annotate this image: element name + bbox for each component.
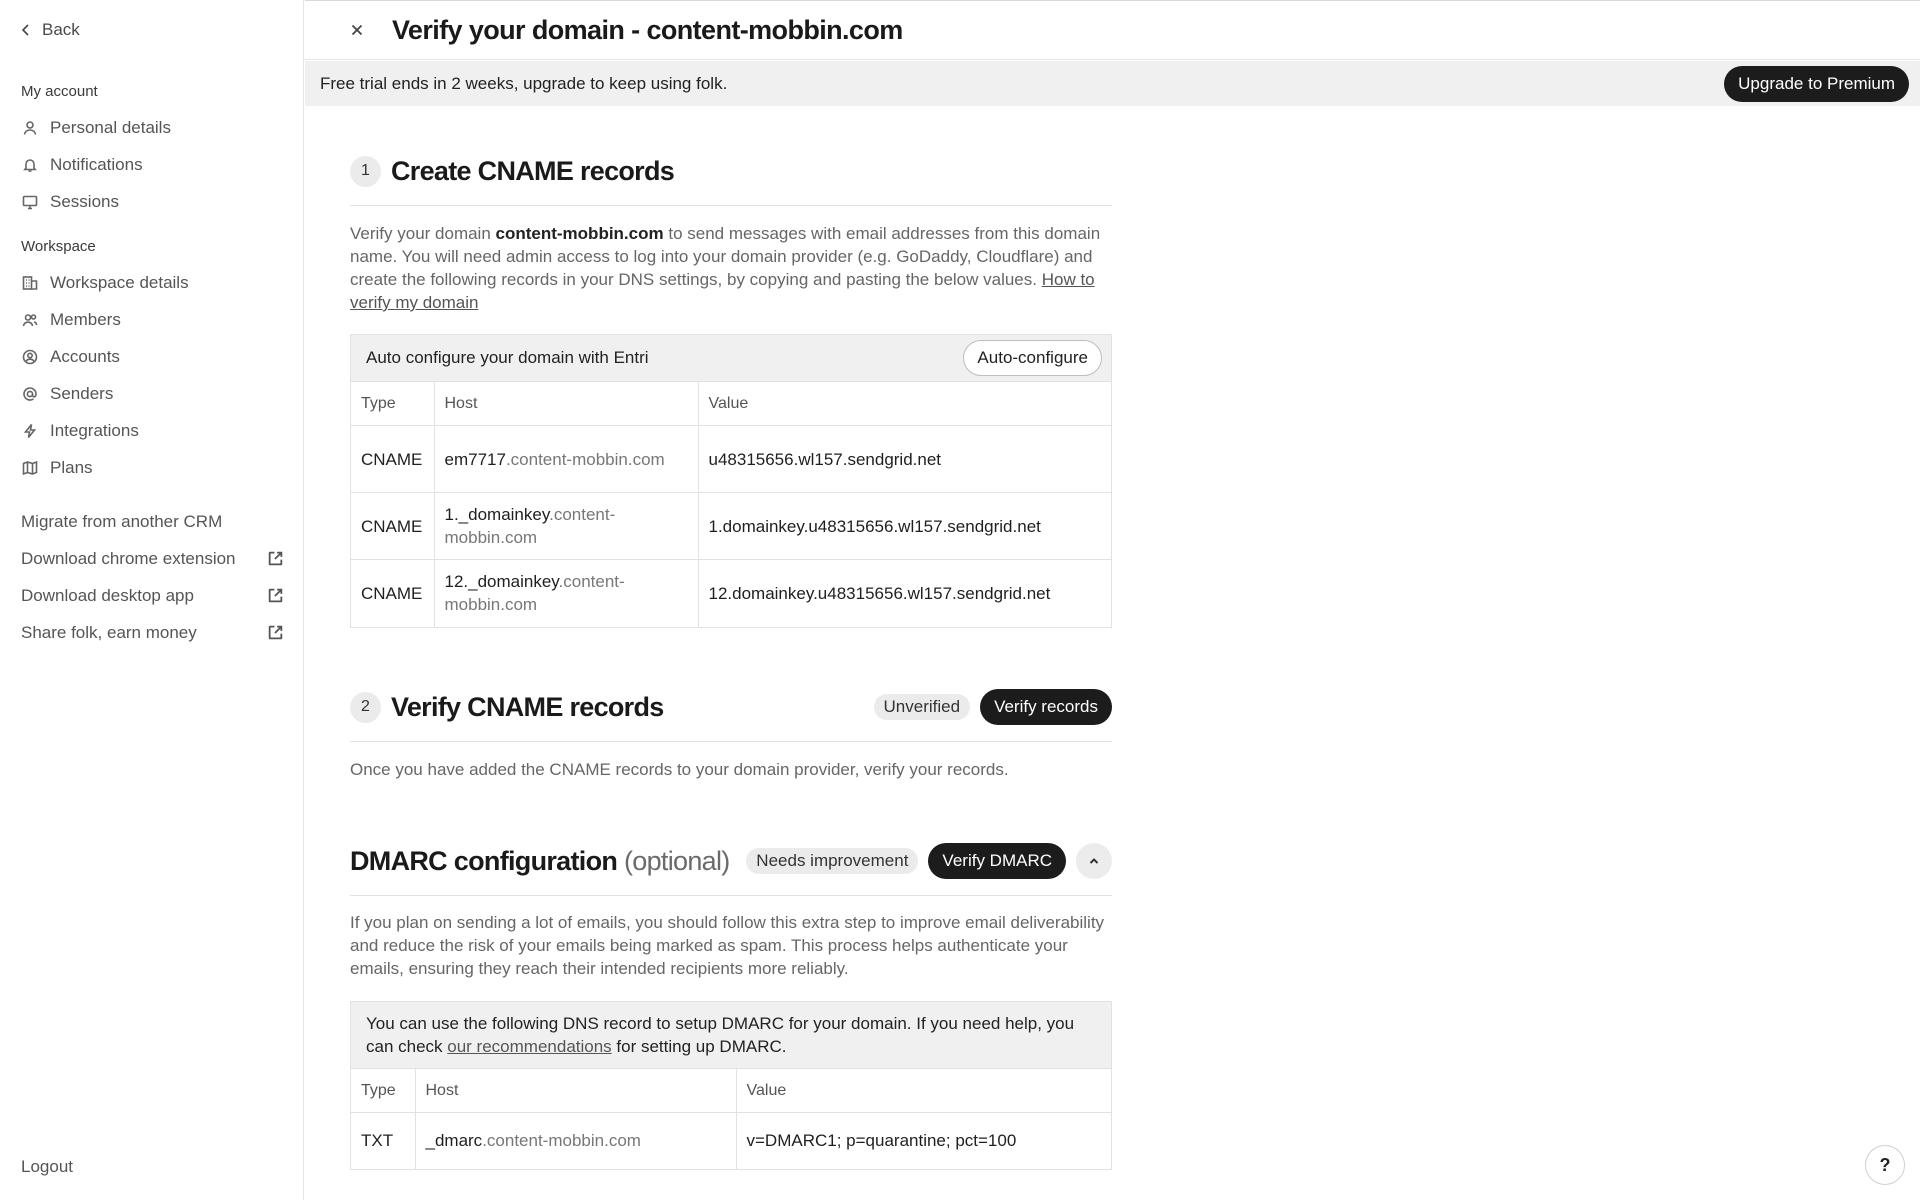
external-link-icon: [267, 624, 284, 641]
external-link-icon: [267, 550, 284, 567]
sidebar-item-label: Integrations: [50, 420, 139, 440]
table-row: [351, 426, 1111, 493]
step-number: 1: [350, 156, 381, 187]
logout-button[interactable]: Logout: [21, 1157, 73, 1176]
auto-configure-button[interactable]: Auto-configure: [963, 340, 1102, 376]
step-number: 2: [350, 692, 381, 723]
workspace-heading: Workspace: [21, 238, 96, 255]
step2-header: [350, 687, 1112, 727]
info-text: for setting up DMARC.: [611, 1037, 787, 1056]
record-type[interactable]: CNAME: [351, 493, 434, 560]
divider: [350, 205, 1112, 206]
dmarc-title-main: DMARC configuration: [350, 845, 618, 876]
host-main: 1._domainkey: [444, 505, 550, 524]
migrate-crm-link[interactable]: [0, 503, 304, 540]
table-row: [351, 560, 1111, 627]
sidebar-item-label: Plans: [50, 457, 93, 477]
dmarc-title-optional: (optional): [623, 845, 730, 876]
sidebar-item-label: Members: [50, 309, 121, 329]
back-button[interactable]: [20, 16, 80, 44]
record-value[interactable]: 1.domainkey.u48315656.wl157.sendgrid.net: [698, 493, 1111, 560]
upgrade-premium-button[interactable]: Upgrade to Premium: [1724, 66, 1909, 102]
verify-dmarc-button[interactable]: Verify DMARC: [928, 843, 1066, 879]
sidebar-item-integrations[interactable]: [0, 412, 304, 449]
status-badge: Needs improvement: [746, 848, 918, 874]
link-label: Share folk, earn money: [21, 622, 197, 642]
record-value[interactable]: 12.domainkey.u48315656.wl157.sendgrid.net: [698, 560, 1111, 627]
users-icon: [21, 311, 39, 329]
trial-banner: [305, 61, 1920, 106]
how-to-verify-link[interactable]: How to verify my domain: [350, 270, 1095, 312]
chevron-left-icon: [20, 24, 32, 36]
column-header: Value: [698, 382, 1111, 426]
settings-sidebar: [0, 0, 304, 1200]
host-main: 12._domainkey: [444, 572, 559, 592]
sidebar-item-workspace-details[interactable]: [0, 264, 304, 301]
divider: [350, 895, 1112, 896]
domain-name: content-mobbin.com: [495, 224, 664, 243]
recommendations-link[interactable]: our recommendations: [447, 1037, 612, 1056]
monitor-icon: [21, 193, 39, 211]
link-label: Download desktop app: [21, 585, 194, 605]
external-link-icon: [267, 587, 284, 604]
record-type[interactable]: CNAME: [351, 560, 434, 627]
record-host[interactable]: [434, 560, 698, 627]
close-button[interactable]: [342, 15, 372, 45]
link-label: Download chrome extension: [21, 548, 236, 568]
sidebar-item-notifications[interactable]: [0, 146, 304, 183]
record-host[interactable]: [415, 1113, 736, 1169]
sidebar-item-members[interactable]: [0, 301, 304, 338]
dmarc-table: [351, 1068, 1111, 1169]
help-button[interactable]: ?: [1865, 1145, 1905, 1185]
info-text: You can use the following DNS record to setup DMARC for your domain. If you need help, you can check: [366, 1014, 1075, 1056]
building-icon: [21, 274, 39, 292]
at-icon: [21, 385, 39, 403]
column-header: Value: [736, 1069, 1111, 1113]
column-header: Type: [351, 382, 434, 426]
host-domain: .content-mobbin.com: [482, 1131, 641, 1151]
record-type[interactable]: TXT: [351, 1113, 415, 1169]
host-domain: .content-mobbin.com: [444, 505, 616, 547]
person-icon: [21, 119, 39, 137]
collapse-button[interactable]: [1076, 843, 1112, 879]
dmarc-description: If you plan on sending a lot of emails, you should follow this extra step to improve email deliverability and reduce the risk of your emails being marked as spam. This process helps authenticate your emails, ensuring they reach their intended recipients more reliably.: [350, 913, 1105, 978]
step1-title: Create CNAME records: [391, 155, 675, 186]
column-header: Host: [415, 1069, 736, 1113]
sidebar-item-plans[interactable]: [0, 449, 304, 486]
sidebar-item-label: Personal details: [50, 117, 171, 137]
record-host[interactable]: [434, 426, 698, 493]
bolt-icon: [21, 422, 39, 440]
sidebar-item-label: Accounts: [50, 346, 120, 366]
close-icon: [351, 24, 363, 36]
table-row: [351, 493, 1111, 560]
map-icon: [21, 459, 39, 477]
verify-records-button[interactable]: Verify records: [980, 689, 1112, 725]
divider: [350, 741, 1112, 742]
desc-text: Verify your domain: [350, 224, 496, 243]
dmarc-info-box: [351, 1002, 1111, 1068]
host-domain: .content-mobbin.com: [444, 572, 625, 615]
chevron-up-icon: [1088, 855, 1100, 867]
table-header-row: [351, 1069, 1111, 1113]
column-header: Type: [351, 1069, 415, 1113]
step2-title: Verify CNAME records: [391, 691, 664, 722]
download-desktop-app-link[interactable]: [0, 577, 304, 614]
bell-icon: [21, 156, 39, 174]
host-main: em7717: [444, 449, 506, 469]
sidebar-item-senders[interactable]: [0, 375, 304, 412]
record-value[interactable]: u48315656.wl157.sendgrid.net: [698, 426, 1111, 493]
column-header: Host: [434, 382, 698, 426]
dmarc-records-table: [350, 1001, 1112, 1170]
trial-banner-text: Free trial ends in 2 weeks, upgrade to keep using folk.: [320, 73, 728, 93]
workspace-section: [0, 236, 304, 486]
download-chrome-extension-link[interactable]: [0, 540, 304, 577]
cname-records-table: [350, 334, 1112, 628]
dmarc-header: [350, 841, 1112, 881]
status-badge: Unverified: [874, 694, 971, 720]
page-header: [305, 0, 1920, 60]
host-domain: .content-mobbin.com: [505, 449, 665, 469]
page-title: Verify your domain - content-mobbin.com: [392, 14, 903, 45]
record-host[interactable]: [434, 493, 698, 560]
table-header-row: [351, 382, 1111, 426]
auto-configure-text: Auto configure your domain with Entri: [366, 348, 649, 367]
sidebar-item-accounts[interactable]: [0, 338, 304, 375]
account-heading: My account: [21, 83, 98, 100]
sidebar-item-label: Notifications: [50, 154, 143, 174]
back-label: Back: [42, 20, 80, 39]
records-table: [351, 381, 1111, 627]
sidebar-links: [0, 503, 304, 651]
account-section: [0, 81, 304, 220]
share-folk-link[interactable]: [0, 614, 304, 651]
step2-description: Once you have added the CNAME records to your domain provider, verify your records.: [350, 760, 1009, 779]
record-type[interactable]: CNAME: [351, 426, 434, 493]
table-row: [351, 1113, 1111, 1169]
record-value[interactable]: v=DMARC1; p=quarantine; pct=100: [736, 1113, 1111, 1169]
dmarc-title: [350, 846, 730, 877]
sidebar-item-label: Sessions: [50, 191, 119, 211]
user-circle-icon: [21, 348, 39, 366]
step1-header: [350, 151, 1112, 191]
host-main: _dmarc: [425, 1131, 483, 1151]
sidebar-item-personal-details[interactable]: [0, 109, 304, 146]
sidebar-item-label: Senders: [50, 383, 114, 403]
sidebar-item-sessions[interactable]: [0, 183, 304, 220]
desc-text: to send messages with email addresses from this domain name. You will need admin access to log into your domain provider (e.g. GoDaddy, Cloudflare) and create the following records in your DNS settings, by copying and pasting the below values.: [350, 224, 1101, 289]
step1-description: [350, 222, 1112, 314]
auto-configure-bar: [351, 335, 1111, 381]
sidebar-item-label: Workspace details: [50, 272, 189, 292]
link-label: Migrate from another CRM: [21, 511, 223, 531]
